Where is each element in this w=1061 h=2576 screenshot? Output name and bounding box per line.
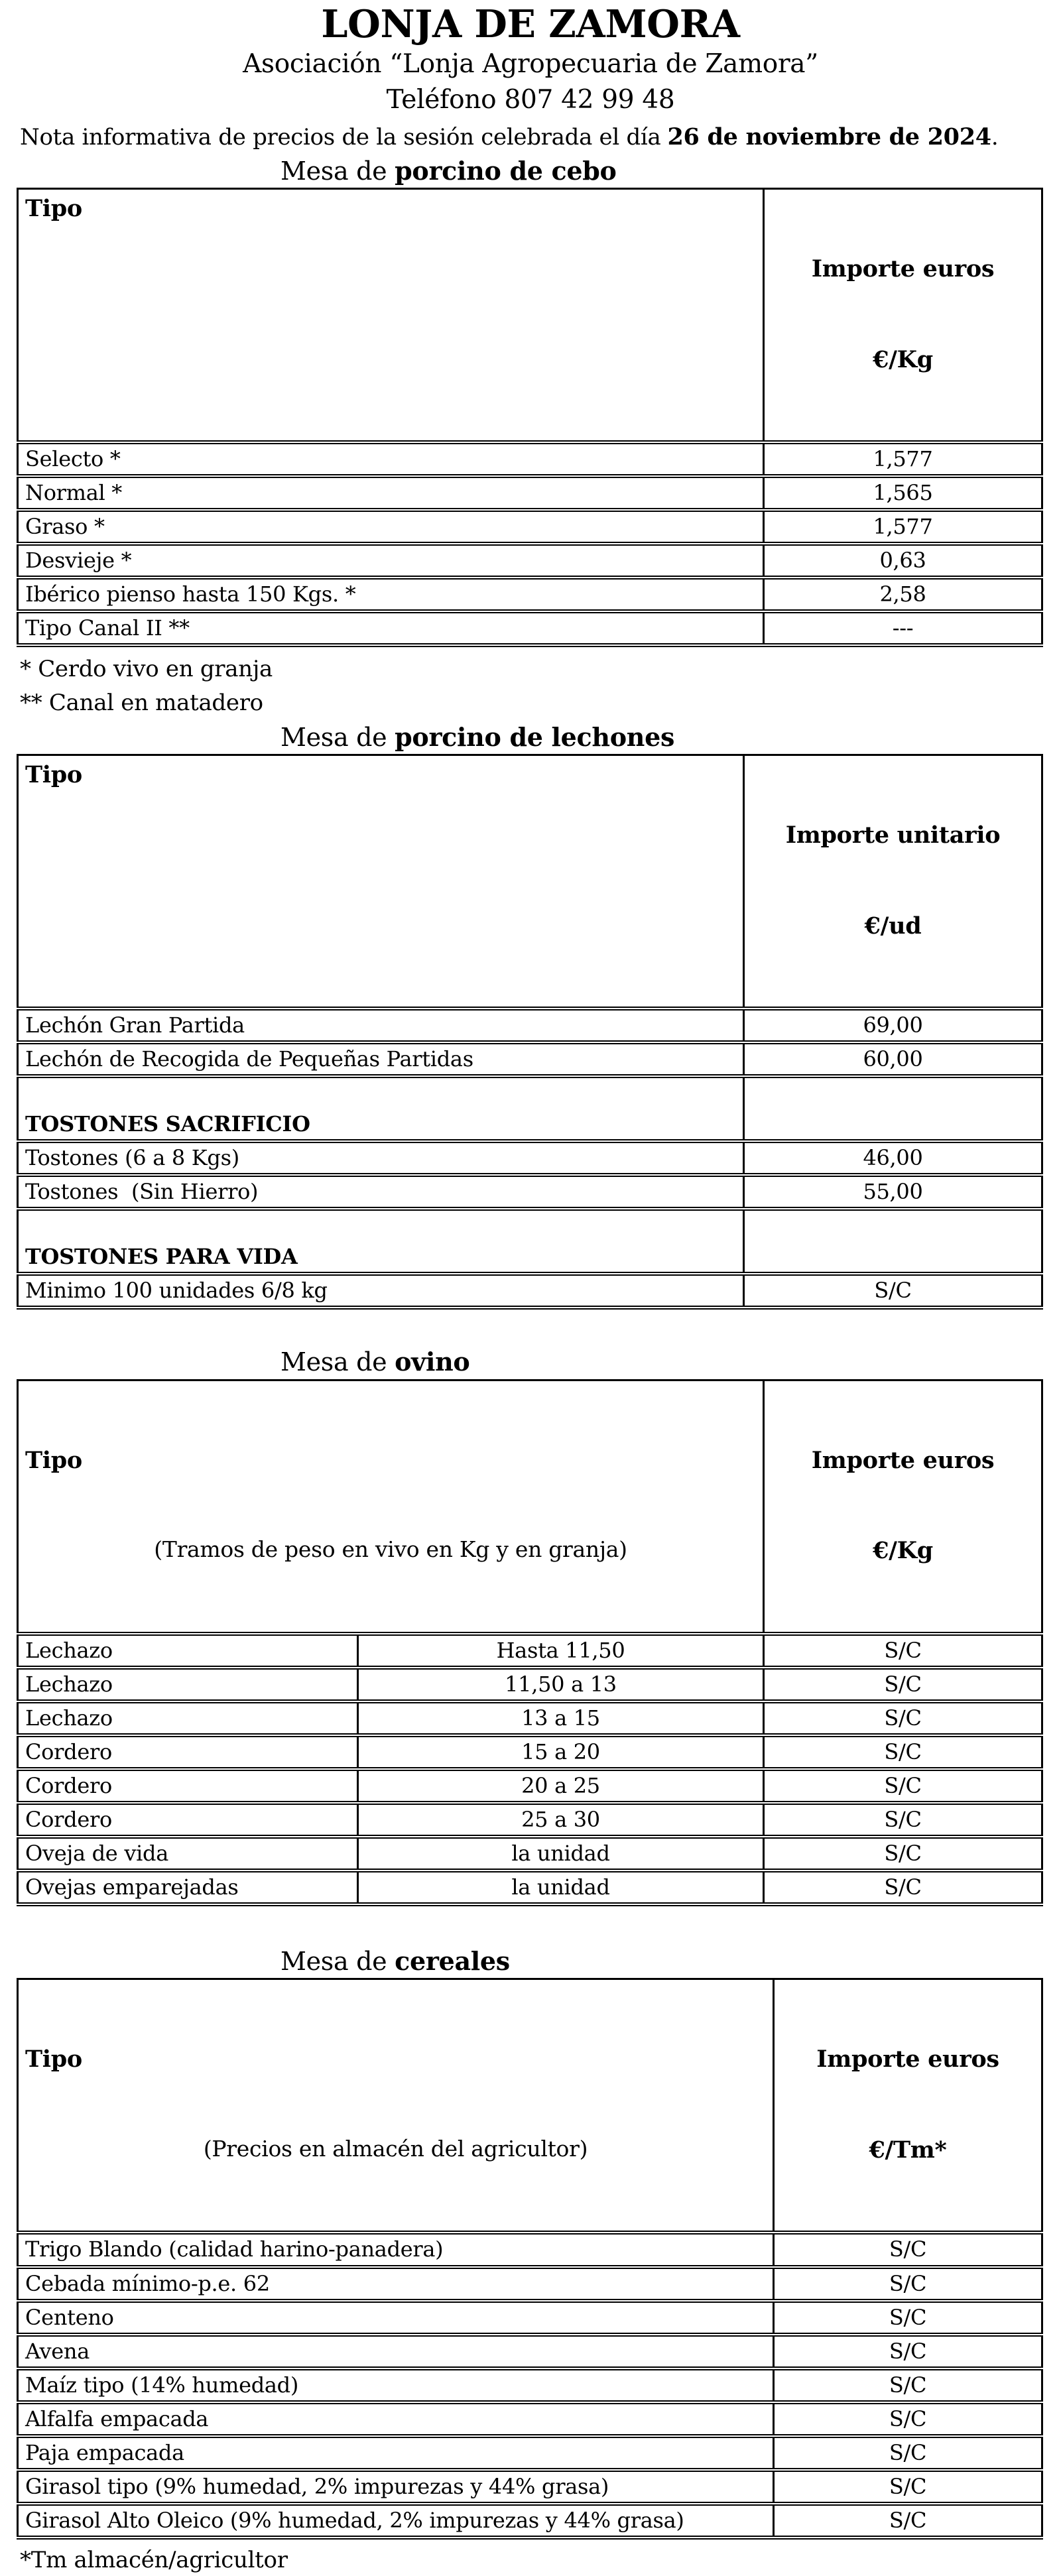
cell-tipo: Minimo 100 unidades 6/8 kg xyxy=(18,1274,744,1308)
table-row xyxy=(18,1668,1042,1701)
table-row xyxy=(18,1274,1042,1308)
cell-value: --- xyxy=(764,611,1042,645)
cell-tipo-group-label: TOSTONES SACRIFICIO xyxy=(18,1076,744,1141)
table-header-row xyxy=(18,1380,1042,1634)
cell-tramo: 25 a 30 xyxy=(358,1803,764,1837)
heading-prefix: Mesa de xyxy=(281,156,395,186)
table-header-row xyxy=(18,189,1042,443)
cell-tipo: Centeno xyxy=(18,2301,774,2335)
table-row xyxy=(18,510,1042,544)
cell-value: S/C xyxy=(744,1274,1042,1308)
table-row xyxy=(18,1871,1042,1904)
cell-value: 46,00 xyxy=(744,1141,1042,1175)
tipo-label: Tipo xyxy=(25,1446,82,1474)
cell-tipo: Ibérico pienso hasta 150 Kgs. * xyxy=(18,578,764,611)
heading-bold: ovino xyxy=(395,1347,470,1377)
importe-label: Importe unitario xyxy=(785,822,1001,849)
table-row xyxy=(18,544,1042,578)
cell-tipo: Trigo Blando (calidad harino-panadera) xyxy=(18,2233,774,2266)
importe-units: €/Tm* xyxy=(869,2136,947,2164)
table-row xyxy=(18,2470,1042,2504)
header-cell-importe xyxy=(744,755,1042,1009)
table-row xyxy=(18,1634,1042,1668)
cell-tipo: Cordero xyxy=(18,1803,358,1837)
table-row xyxy=(18,1701,1042,1735)
cell-value: 1,565 xyxy=(764,476,1042,510)
cell-value: 2,58 xyxy=(764,578,1042,611)
cell-value: S/C xyxy=(774,2402,1042,2436)
cell-tramo: la unidad xyxy=(358,1871,764,1904)
section-heading-ovino xyxy=(281,1345,1061,1379)
footnote-cerdo-vivo: * Cerdo vivo en granja xyxy=(20,656,273,683)
cell-value: 69,00 xyxy=(744,1009,1042,1042)
cell-value: 1,577 xyxy=(764,510,1042,544)
header-cell-importe xyxy=(774,1979,1042,2233)
cell-value: S/C xyxy=(764,1803,1042,1837)
cell-value: S/C xyxy=(764,1837,1042,1871)
cell-tipo: Maíz tipo (14% humedad) xyxy=(18,2368,774,2402)
cell-tipo: Cordero xyxy=(18,1769,358,1803)
cell-tipo: Lechazo xyxy=(18,1668,358,1701)
cell-tipo: Lechón Gran Partida xyxy=(18,1009,744,1042)
cell-tramo: 11,50 a 13 xyxy=(358,1668,764,1701)
cell-tipo: Girasol Alto Oleico (9% humedad, 2% impurezas y 44% grasa) xyxy=(18,2504,774,2538)
cell-tipo: Lechón de Recogida de Pequeñas Partidas xyxy=(18,1042,744,1076)
cell-value: S/C xyxy=(774,2233,1042,2266)
cell-tipo: Tostones (Sin Hierro) xyxy=(18,1175,744,1209)
cell-tipo: Oveja de vida xyxy=(18,1837,358,1871)
heading-bold: porcino de lechones xyxy=(395,721,675,752)
cell-value: 55,00 xyxy=(744,1175,1042,1209)
table-row xyxy=(18,442,1042,476)
section-heading-porcino-cebo xyxy=(281,154,1061,188)
footnote-tm-almacen: *Tm almacén/agricultor xyxy=(20,2546,288,2573)
cell-tipo: Tipo Canal II ** xyxy=(18,611,764,645)
cell-value: S/C xyxy=(764,1735,1042,1769)
table-row xyxy=(18,1042,1042,1076)
table-porcino-cebo xyxy=(17,188,1043,647)
table-row xyxy=(18,1209,1042,1274)
cell-tipo: Lechazo xyxy=(18,1701,358,1735)
tipo-sublabel: (Tramos de peso en vivo en Kg y en granja) xyxy=(154,1536,627,1563)
cell-tipo: Ovejas emparejadas xyxy=(18,1871,358,1904)
cell-tramo: 20 a 25 xyxy=(358,1769,764,1803)
header-cell-tipo: Tipo xyxy=(18,189,764,443)
table-row xyxy=(18,2267,1042,2301)
header-cell-importe xyxy=(764,1380,1042,1634)
table-row xyxy=(18,1009,1042,1042)
cell-tipo: Desvieje * xyxy=(18,544,764,578)
table-row xyxy=(18,1803,1042,1837)
session-note xyxy=(20,121,1061,153)
cell-tramo: la unidad xyxy=(358,1837,764,1871)
cell-tipo: Tostones (6 a 8 Kgs) xyxy=(18,1141,744,1175)
header-cell-importe xyxy=(764,189,1042,443)
cell-value: S/C xyxy=(774,2301,1042,2335)
cell-value: 0,63 xyxy=(764,544,1042,578)
table-row xyxy=(18,1076,1042,1141)
importe-units: €/ud xyxy=(864,912,922,940)
cell-value: S/C xyxy=(774,2335,1042,2368)
table-row xyxy=(18,578,1042,611)
table-row xyxy=(18,476,1042,510)
cell-value: 60,00 xyxy=(744,1042,1042,1076)
cell-value xyxy=(744,1076,1042,1141)
cell-value: S/C xyxy=(764,1871,1042,1904)
header-cell-tipo xyxy=(18,1979,774,2233)
cell-tipo: Lechazo xyxy=(18,1634,358,1668)
association-line: Asociación “Lonja Agropecuaria de Zamora” xyxy=(243,48,818,79)
importe-units: €/Kg xyxy=(873,345,933,373)
cell-value: S/C xyxy=(764,1634,1042,1668)
cell-value: S/C xyxy=(764,1668,1042,1701)
heading-bold: porcino de cebo xyxy=(395,155,617,186)
table-row xyxy=(18,611,1042,645)
cell-tipo: Avena xyxy=(18,2335,774,2368)
phone-line: Teléfono 807 42 99 48 xyxy=(386,85,675,115)
tipo-sublabel: (Precios en almacén del agricultor) xyxy=(203,2135,588,2162)
price-note-page xyxy=(0,3,1061,2576)
table-header-row xyxy=(18,755,1042,1009)
importe-units: €/Kg xyxy=(873,1537,933,1565)
cebo-footnotes xyxy=(20,652,1061,719)
cell-tipo: Graso * xyxy=(18,510,764,544)
section-heading-cereales xyxy=(281,1945,1061,1978)
table-porcino-lechones xyxy=(17,754,1043,1310)
table-cereales xyxy=(17,1978,1043,2539)
header-cell-tipo xyxy=(18,1380,764,1634)
cell-value: S/C xyxy=(764,1701,1042,1735)
table-row xyxy=(18,2368,1042,2402)
heading-prefix: Mesa de xyxy=(281,1947,395,1977)
cell-value: S/C xyxy=(774,2470,1042,2504)
cell-value: S/C xyxy=(774,2436,1042,2470)
cell-value: S/C xyxy=(774,2504,1042,2538)
cell-tipo: Normal * xyxy=(18,476,764,510)
table-row xyxy=(18,2335,1042,2368)
cell-tipo: Girasol tipo (9% humedad, 2% impurezas y 44% grasa) xyxy=(18,2470,774,2504)
table-row xyxy=(18,2301,1042,2335)
table-row xyxy=(18,2504,1042,2538)
cell-tipo: Alfalfa empacada xyxy=(18,2402,774,2436)
importe-label: Importe euros xyxy=(811,255,995,283)
cell-tramo: 15 a 20 xyxy=(358,1735,764,1769)
heading-prefix: Mesa de xyxy=(281,1347,395,1377)
cell-tramo: 13 a 15 xyxy=(358,1701,764,1735)
cell-tipo-group-label: TOSTONES PARA VIDA xyxy=(18,1209,744,1274)
footnote-canal-matadero: ** Canal en matadero xyxy=(20,689,263,716)
importe-label: Importe euros xyxy=(811,1446,995,1474)
header-cell-tipo: Tipo xyxy=(18,755,744,1009)
cell-value: S/C xyxy=(774,2267,1042,2301)
cell-tramo: Hasta 11,50 xyxy=(358,1634,764,1668)
table-ovino xyxy=(17,1379,1043,1906)
table-row xyxy=(18,2402,1042,2436)
importe-label: Importe euros xyxy=(816,2046,999,2073)
cell-tipo: Cebada mínimo-p.e. 62 xyxy=(18,2267,774,2301)
cell-tipo: Selecto * xyxy=(18,442,764,476)
table-row xyxy=(18,1769,1042,1803)
session-date: 26 de noviembre de 2024 xyxy=(667,123,991,151)
cell-value: S/C xyxy=(774,2368,1042,2402)
table-row xyxy=(18,1837,1042,1871)
tipo-label: Tipo xyxy=(25,2046,82,2073)
table-header-row xyxy=(18,1979,1042,2233)
session-note-period: . xyxy=(991,123,999,151)
section-heading-porcino-lechones xyxy=(281,721,1061,754)
cell-tipo: Cordero xyxy=(18,1735,358,1769)
cell-value: S/C xyxy=(764,1769,1042,1803)
table-row xyxy=(18,1141,1042,1175)
cell-value xyxy=(744,1209,1042,1274)
session-note-text: Nota informativa de precios de la sesión celebrada el día xyxy=(20,123,661,151)
heading-bold: cereales xyxy=(395,1946,510,1977)
table-row xyxy=(18,2436,1042,2470)
cell-tipo: Paja empacada xyxy=(18,2436,774,2470)
table-row xyxy=(18,2233,1042,2266)
page-title: LONJA DE ZAMORA xyxy=(321,2,740,46)
cell-value: 1,577 xyxy=(764,442,1042,476)
heading-prefix: Mesa de xyxy=(281,722,395,752)
table-row xyxy=(18,1175,1042,1209)
table-row xyxy=(18,1735,1042,1769)
